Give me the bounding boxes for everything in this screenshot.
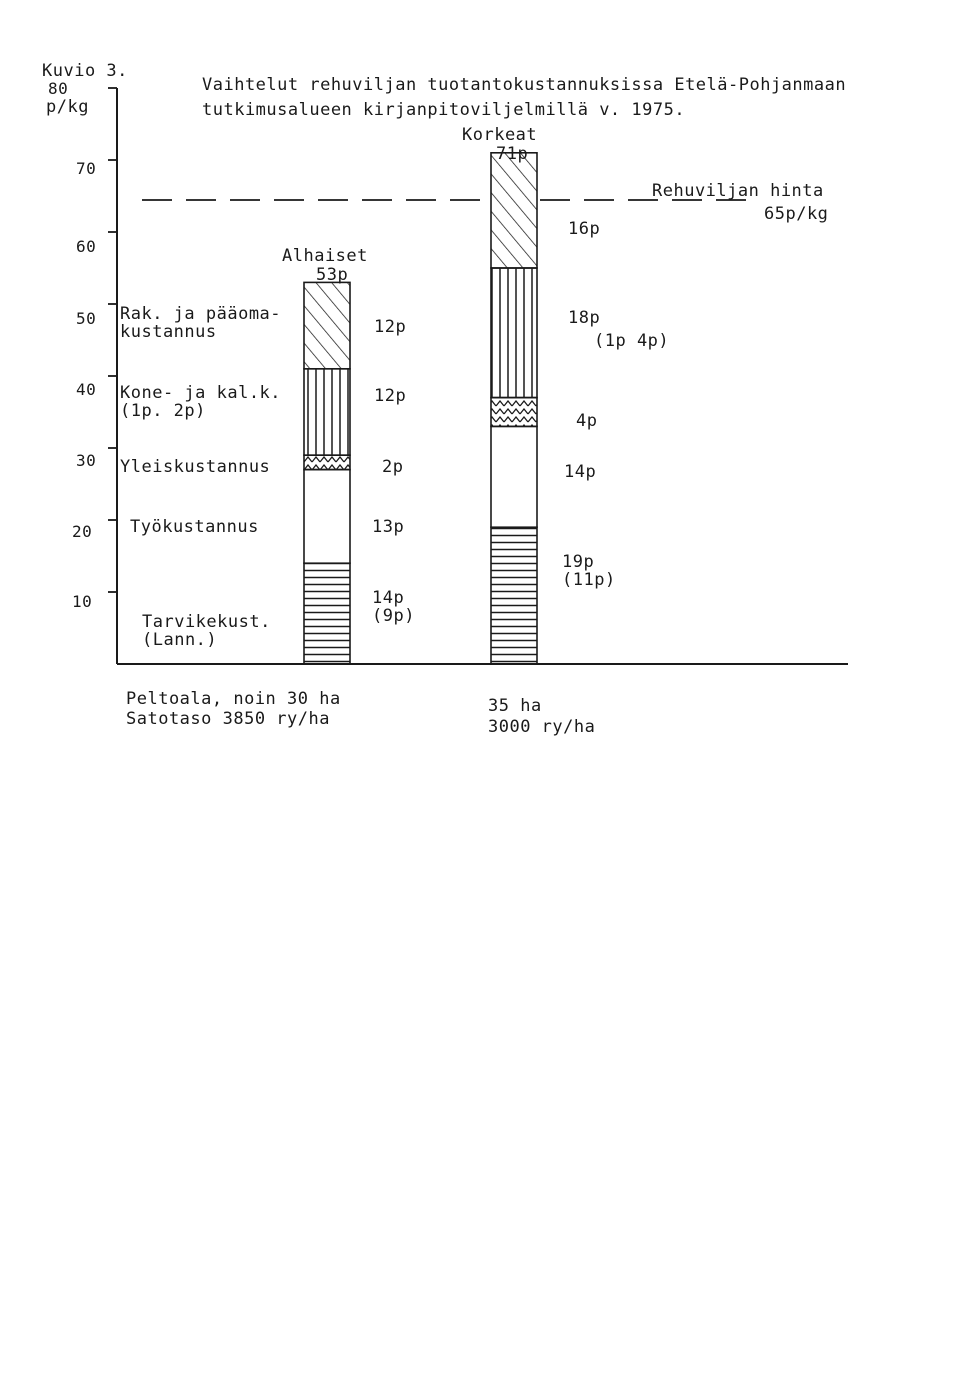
bar2-tyo-value: 14p xyxy=(564,462,597,482)
bar2-rak-value: 16p xyxy=(568,219,601,239)
bar-segment-2-vertical-lines xyxy=(491,268,537,398)
bar-segment-1-scribble xyxy=(304,455,350,469)
y-tick-label-80: 80 xyxy=(48,79,69,98)
y-tick-label-10: 10 xyxy=(72,592,93,611)
bar-segment-2-horizontal-lines xyxy=(491,527,537,664)
bar-segment-1-diagonal-hatch xyxy=(304,282,350,368)
legend-kone-line2: (1p. 2p) xyxy=(120,401,206,421)
y-tick-label-70: 70 xyxy=(76,159,97,178)
legend-rak-line1: Rak. ja pääoma- xyxy=(120,304,282,324)
y-tick-label-40: 40 xyxy=(76,380,97,399)
bar1-tarvike-sub: (9p) xyxy=(372,606,415,626)
footnote-2-line1: 35 ha xyxy=(488,696,542,716)
bar1-kone-value: 12p xyxy=(374,386,407,406)
bar1-total-label: 53p xyxy=(316,265,349,285)
bar1-yleis-value: 2p xyxy=(382,457,404,477)
bar2-kone-value: 18p xyxy=(568,308,601,328)
y-tick-label-50: 50 xyxy=(76,309,97,328)
bar-segment-1-vertical-lines xyxy=(304,369,350,455)
bar2-tarvike-sub: (11p) xyxy=(562,570,616,590)
bar1-tarvike-value: 14p xyxy=(372,588,405,608)
figure-label: Kuvio 3. xyxy=(42,61,128,81)
legend-rak-line2: kustannus xyxy=(120,322,217,342)
figure-title-line2: tutkimusalueen kirjanpitoviljelmillä v. 1975. xyxy=(202,100,686,120)
bar2-kone-sub: (1p 4p) xyxy=(594,331,670,351)
figure-title-line1: Vaihtelut rehuviljan tuotantokustannuksissa Etelä-Pohjanmaan xyxy=(202,75,847,95)
bar2-total-label: 71p xyxy=(496,144,529,164)
y-tick-label-60: 60 xyxy=(76,237,97,256)
reference-line-label: Rehuviljan hinta xyxy=(652,181,824,201)
legend-tarvike-line1: Tarvikekust. xyxy=(142,612,271,632)
legend-tarvike-line2: (Lann.) xyxy=(142,630,218,650)
y-tick-label-20: 20 xyxy=(72,522,93,541)
legend-tyo: Työkustannus xyxy=(130,517,259,537)
legend-yleis: Yleiskustannus xyxy=(120,457,271,477)
y-tick-label-30: 30 xyxy=(76,451,97,470)
bar2-category-label: Korkeat xyxy=(462,125,538,145)
axis-layer xyxy=(108,88,848,664)
bar2-yleis-value: 4p xyxy=(576,411,598,431)
footnote-2-line2: 3000 ry/ha xyxy=(488,717,596,737)
bar-segment-2-blank xyxy=(491,426,537,527)
legend-kone-line1: Kone- ja kal.k. xyxy=(120,383,282,403)
reference-line-value: 65p/kg xyxy=(764,204,829,224)
footnote-1-line2: Satotaso 3850 ry/ha xyxy=(126,709,330,729)
bar-segment-1-blank xyxy=(304,470,350,564)
bar-segment-1-horizontal-lines xyxy=(304,563,350,664)
y-axis-unit: p/kg xyxy=(46,97,89,117)
bar1-rak-value: 12p xyxy=(374,317,407,337)
bar-segment-2-scribble xyxy=(491,398,537,427)
bar-layer xyxy=(304,153,537,664)
footnote-1-line1: Peltoala, noin 30 ha xyxy=(126,689,341,709)
bar1-category-label: Alhaiset xyxy=(282,246,368,266)
bar2-tarvike-value: 19p xyxy=(562,552,595,572)
bar-segment-2-diagonal-hatch xyxy=(491,153,537,268)
bar1-tyo-value: 13p xyxy=(372,517,405,537)
